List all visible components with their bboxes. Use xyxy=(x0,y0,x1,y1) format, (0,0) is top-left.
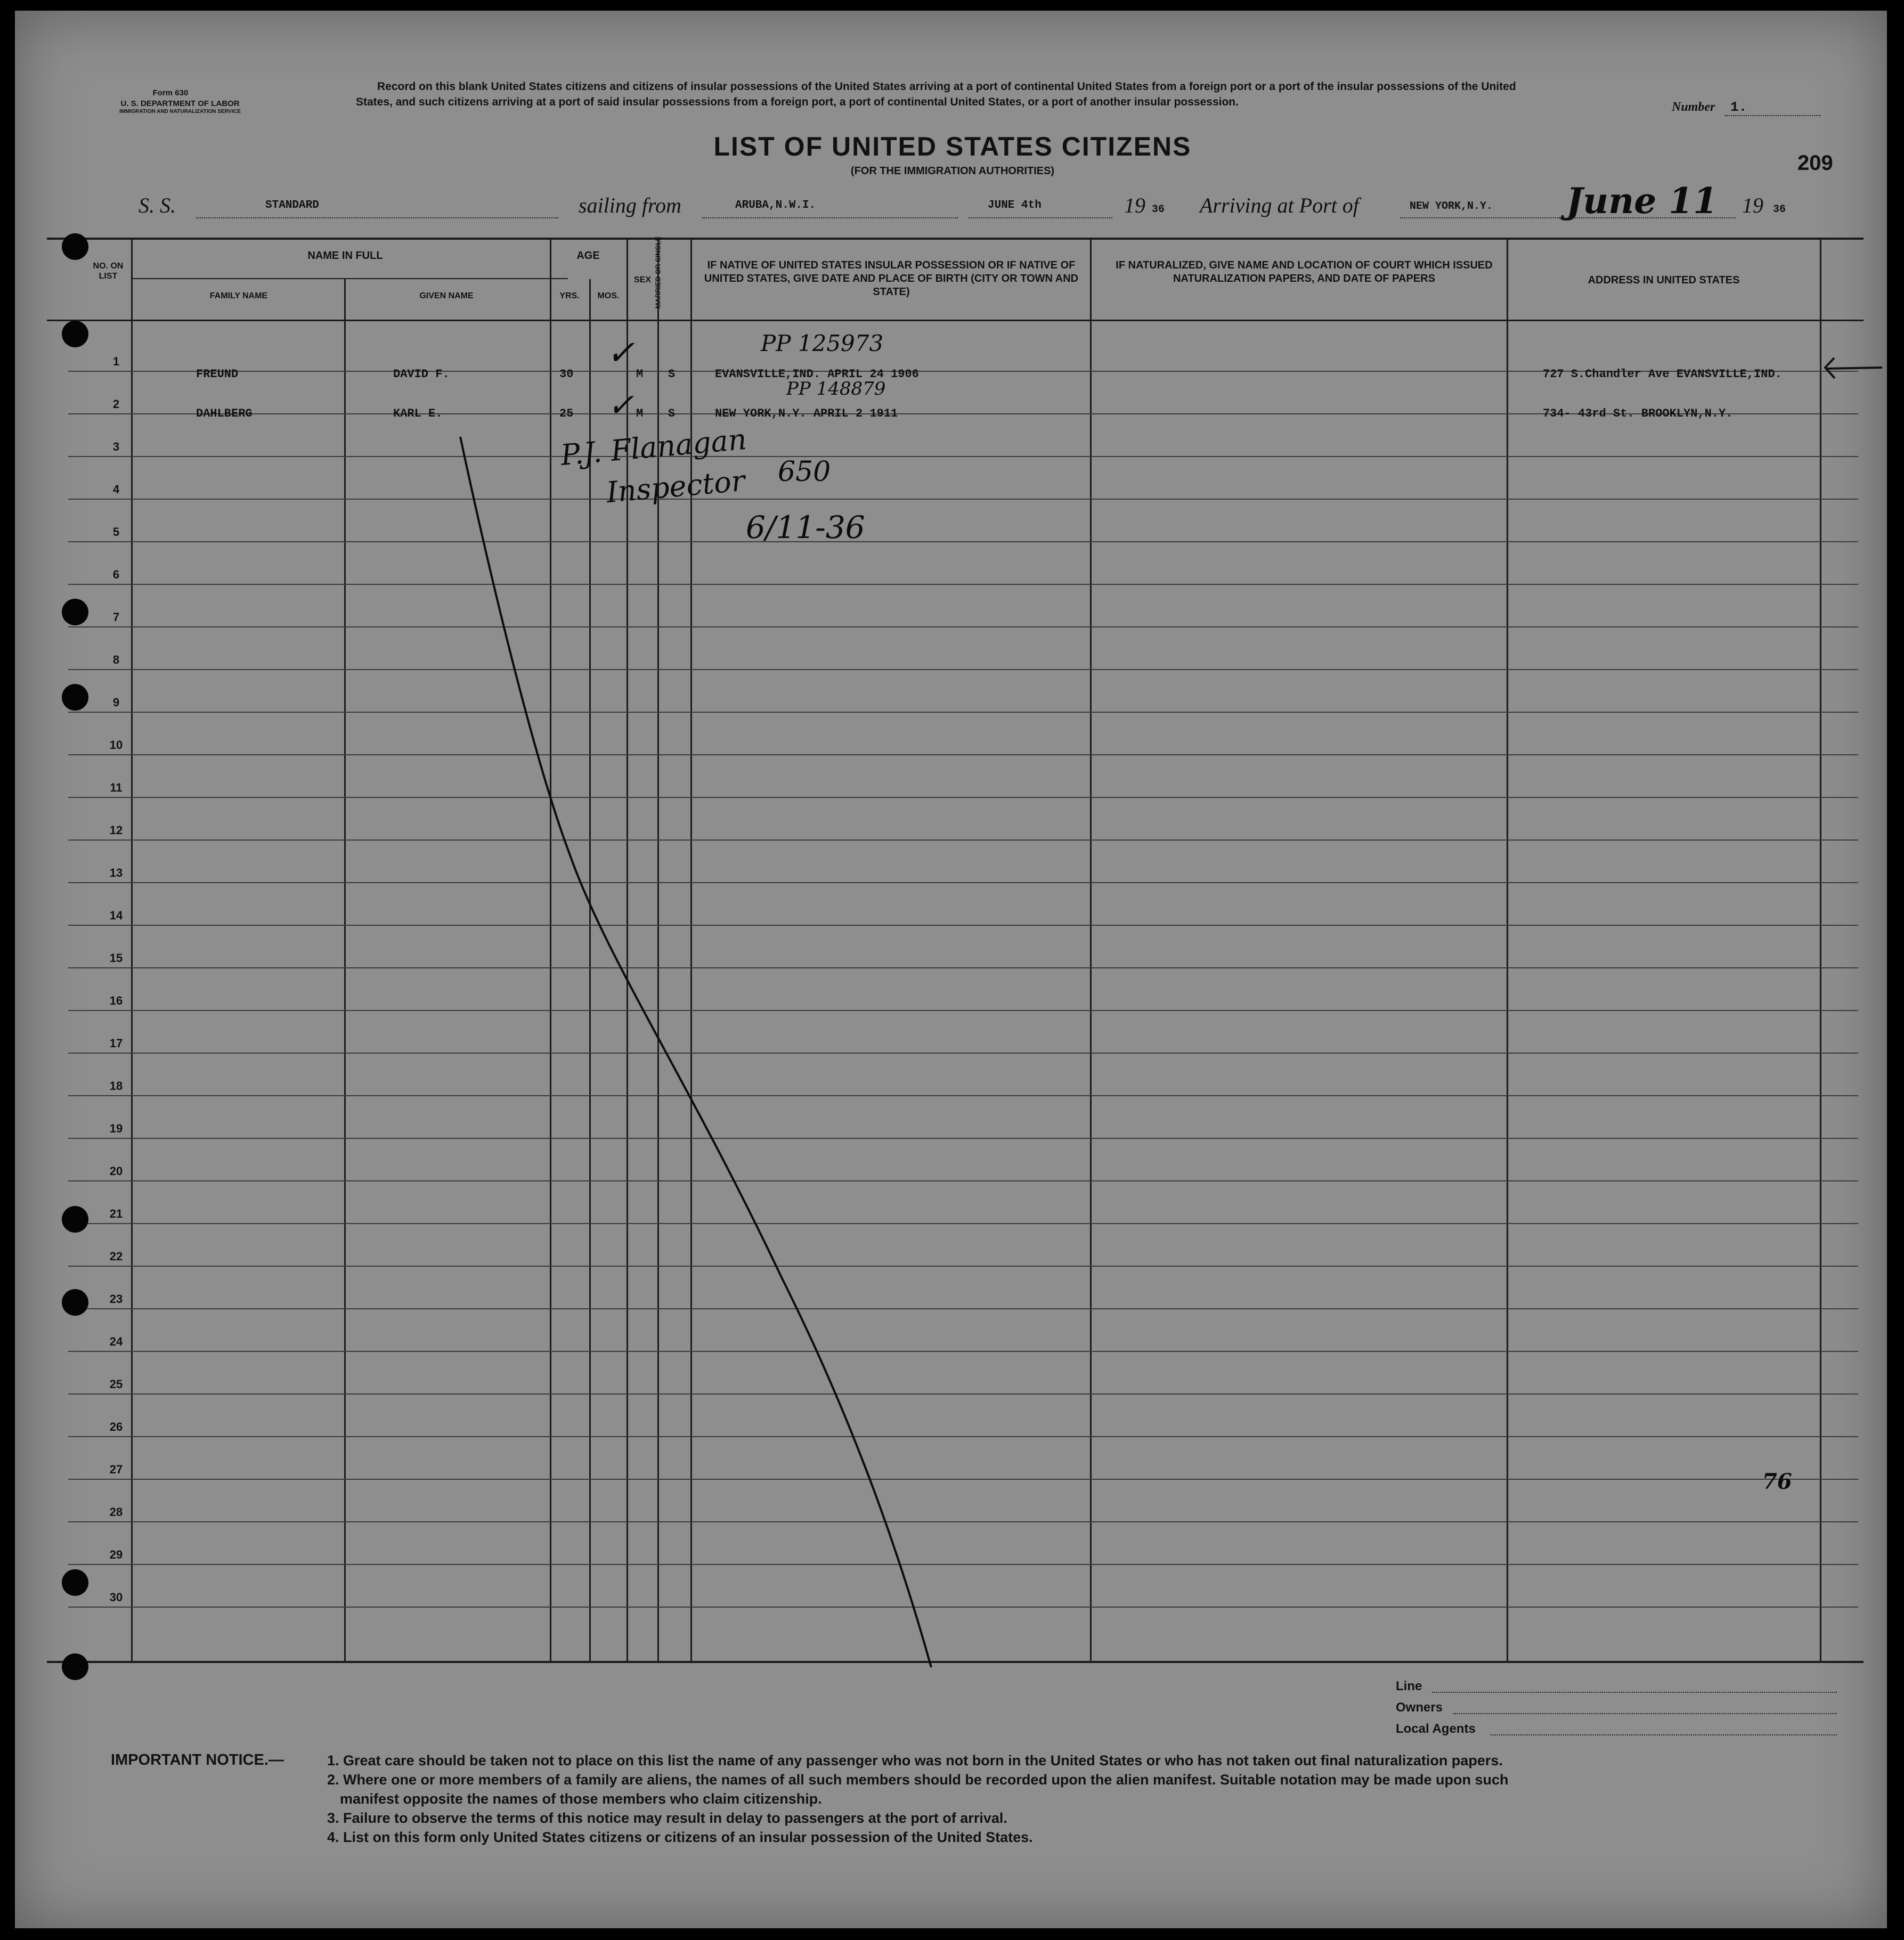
header-given-name: GIVEN NAME xyxy=(419,291,474,300)
given-name-cell: KARL E. xyxy=(393,407,443,420)
row-number: 9 xyxy=(112,696,120,709)
number-value: 1. xyxy=(1730,99,1747,115)
notice-2-continued: manifest opposite the names of those members who claim citizenship. xyxy=(340,1791,822,1807)
margin-number: 76 xyxy=(1762,1469,1792,1494)
year-to: 36 xyxy=(1773,203,1786,216)
check-mark-2: ✓ xyxy=(607,387,634,424)
passport-note-1: PP 125973 xyxy=(761,330,884,356)
header-native: IF NATIVE OF UNITED STATES INSULAR POSSESSION OR IF NATIVE OF UNITED STATES, GIVE DATE AND PLACE OF BIRTH (CITY OR TOWN AND STATE) xyxy=(704,259,1079,298)
marital-status-cell: S xyxy=(668,368,676,381)
page-title: LIST OF UNITED STATES CITIZENS xyxy=(713,132,1192,161)
address-cell: 734- 43rd St. BROOKLYN,N.Y. xyxy=(1543,407,1733,420)
row-number: 15 xyxy=(109,951,123,965)
row-number: 3 xyxy=(112,440,120,453)
header-age: AGE xyxy=(576,250,600,262)
header-sex: SEX xyxy=(633,275,651,284)
row-number: 22 xyxy=(109,1250,123,1263)
row-number: 20 xyxy=(109,1164,123,1178)
header-family-name: FAMILY NAME xyxy=(209,291,268,300)
sex-cell: M xyxy=(636,368,644,381)
arriving-label: Arriving at Port of xyxy=(1200,193,1359,217)
header-no-on-list: NO. ON LIST xyxy=(93,262,124,281)
row-number: 11 xyxy=(110,781,123,794)
row-number: 12 xyxy=(109,824,123,837)
notice-3: 3. Failure to observe the terms of this notice may result in delay to passengers at the port of arrival. xyxy=(327,1810,1007,1826)
owners-underline xyxy=(1453,1713,1837,1714)
row-number: 29 xyxy=(109,1548,123,1561)
check-mark-1: ✓ xyxy=(606,333,635,373)
row-number: 24 xyxy=(109,1335,123,1348)
age-years-cell: 25 xyxy=(559,407,574,420)
punch-hole-7 xyxy=(62,1569,88,1596)
manifest-sheet xyxy=(15,11,1887,1928)
punch-hole-6 xyxy=(62,1289,88,1316)
line-label: Line xyxy=(1396,1679,1422,1693)
punch-hole-1 xyxy=(62,233,88,260)
number-label: Number xyxy=(1672,100,1715,114)
row-number: 19 xyxy=(109,1122,123,1135)
row-number: 1 xyxy=(112,355,120,368)
page-number: 209 xyxy=(1797,151,1833,175)
inspector-signature: P.J. Flanagan xyxy=(559,422,748,472)
header-naturalized: IF NATURALIZED, GIVE NAME AND LOCATION OF COURT WHICH ISSUED NATURALIZATION PAPERS, AND DATE OF PAPERS xyxy=(1116,259,1493,284)
birth-place-date-cell: NEW YORK,N.Y. APRIL 2 1911 xyxy=(715,407,898,420)
row-number: 14 xyxy=(109,909,123,922)
inspection-date: 6/11-36 xyxy=(746,509,865,545)
punch-hole-3 xyxy=(62,599,88,625)
family-name-cell: FREUND xyxy=(196,368,239,381)
header-married-or-single: MARRIED OR SINGLE xyxy=(654,236,662,309)
header-address: ADDRESS IN UNITED STATES xyxy=(1588,274,1740,286)
port-from: ARUBA,N.W.I. xyxy=(735,199,816,211)
notice-label: IMPORTANT NOTICE.— xyxy=(111,1751,284,1768)
row-number: 23 xyxy=(109,1292,123,1306)
row-number: 28 xyxy=(109,1505,123,1519)
row-number: 18 xyxy=(109,1079,123,1093)
row-number: 10 xyxy=(109,738,123,752)
given-name-cell: DAVID F. xyxy=(393,368,450,381)
sex-cell: M xyxy=(636,407,644,420)
birth-place-date-cell: EVANSVILLE,IND. APRIL 24 1906 xyxy=(715,368,919,381)
header-yrs: YRS. xyxy=(559,291,580,300)
family-name-cell: DAHLBERG xyxy=(196,407,253,420)
year-from: 36 xyxy=(1152,203,1165,216)
punch-hole-8 xyxy=(62,1653,88,1680)
passport-note-2: PP 148879 xyxy=(786,378,886,400)
inspector-role: Inspector xyxy=(605,463,746,510)
row-number: 30 xyxy=(109,1591,123,1604)
notice-1: 1. Great care should be taken not to place on this list the name of any passenger who was not born in the United States or who has not taken out final naturalization papers. xyxy=(327,1752,1503,1768)
age-years-cell: 30 xyxy=(559,368,574,381)
row-number: 26 xyxy=(109,1420,123,1433)
punch-hole-5 xyxy=(62,1206,88,1233)
row-number: 4 xyxy=(112,483,120,496)
year-prefix-to: 19 xyxy=(1742,193,1763,217)
punch-hole-2 xyxy=(62,321,88,347)
port-to: NEW YORK,N.Y. xyxy=(1410,200,1493,213)
row-number: 17 xyxy=(109,1037,123,1050)
cancellation-line xyxy=(15,11,1887,1928)
notice-4: 4. List on this form only United States citizens or citizens of an insular possession of the United States. xyxy=(327,1829,1033,1845)
row-number: 16 xyxy=(109,994,123,1007)
header-name-in-full: NAME IN FULL xyxy=(307,250,383,262)
local-agents-label: Local Agents xyxy=(1396,1722,1476,1736)
notice-2: 2. Where one or more members of a family are aliens, the names of all such members should be recorded upon the alien manifest. Suitable notation may be made upon such xyxy=(327,1772,1509,1788)
date-from: JUNE 4th xyxy=(988,199,1041,211)
line-underline xyxy=(1432,1692,1837,1693)
ss-label: S. S. xyxy=(139,193,176,217)
row-number: 2 xyxy=(112,397,120,411)
year-prefix-from: 19 xyxy=(1124,193,1145,217)
address-cell: 727 S.Chandler Ave EVANSVILLE,IND. xyxy=(1543,368,1782,381)
row-number: 13 xyxy=(109,866,123,879)
ship-name: STANDARD xyxy=(265,199,319,211)
owners-label: Owners xyxy=(1396,1700,1443,1715)
punch-hole-4 xyxy=(62,684,88,711)
row-number: 25 xyxy=(109,1377,123,1391)
row-number: 21 xyxy=(109,1207,123,1220)
page-subtitle: (FOR THE IMMIGRATION AUTHORITIES) xyxy=(850,165,1055,177)
department-label: U. S. DEPARTMENT OF LABOR xyxy=(120,99,240,108)
sailing-from-label: sailing from xyxy=(579,193,681,217)
agents-underline xyxy=(1491,1734,1837,1735)
arrival-date-handwritten: June 11 xyxy=(1566,180,1718,222)
inspector-stamp-number: 650 xyxy=(778,456,831,488)
row-number: 6 xyxy=(112,568,120,581)
row-number: 5 xyxy=(112,525,120,539)
row-number: 8 xyxy=(112,653,120,666)
service-label: IMMIGRATION AND NATURALIZATION SERVICE xyxy=(119,109,241,115)
header-mos: MOS. xyxy=(597,291,620,300)
marital-status-cell: S xyxy=(668,407,676,420)
form-number: Form 630 xyxy=(152,88,189,97)
row-number: 27 xyxy=(109,1463,123,1476)
form-instructions: Record on this blank United States citizens and citizens of insular possessions of the United States arriving at a port of continental United States from a foreign port or a port of the insular possessions of the United States, and such citizens arriving at a port of said insular possessions from a foreign port, a port of continental United States, or a port of another insular possession. xyxy=(356,80,1516,108)
row-number: 7 xyxy=(112,610,120,624)
